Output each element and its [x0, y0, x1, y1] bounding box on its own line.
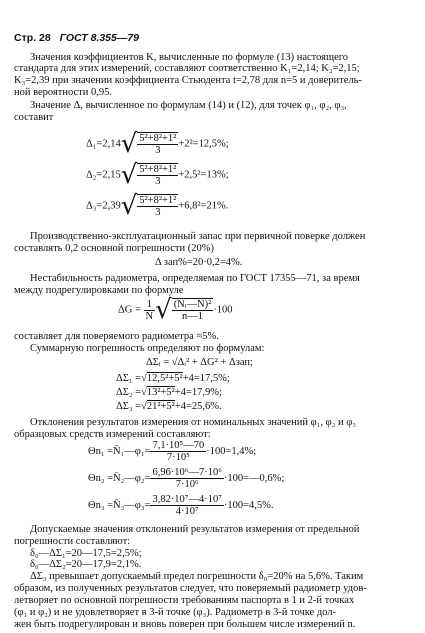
- formula-total-1: ΔΣ₁ =√12,5²+5²+4=17,5%;: [116, 373, 230, 384]
- para1-line4: ной вероятности 0,95.: [14, 87, 113, 98]
- para8-line3: летворяет по основной погрешности требованиям паспорта в 1 и 2-й точках: [14, 595, 355, 606]
- para8-line5: жен быть подрегулирован и вновь поверен при большем числе измерений n.: [14, 619, 356, 630]
- para1-line3: K₃=2,39 при значении коэффициента Стьюдента t=2,78 для n=5 и доверитель-: [14, 75, 362, 86]
- standard-code: ГОСТ 8.355—79: [59, 32, 140, 44]
- para6-line2: образцовых средств измерений составляют:: [14, 429, 211, 440]
- formula-deviation-2: Θn₂ =N̄₂—φ₂= $\frac{\text{6,96·10⁶—7·10⁶}}{\text{7·10⁶}}$ ·100=—0,6%;: [88, 467, 285, 490]
- para1-line2: стандарта для этих измерений, составляют соответственно K₁=2,14; K₂=2,15;: [14, 63, 360, 74]
- para3-line1: Производственно-эксплуатационный запас при первичной поверке должен: [30, 231, 366, 242]
- formula-deviation-1: Θn₁ =N̄₁—φ₁= $\frac{\text{7,1·10⁵—70}}{\text{7·10⁵}}$ ·100=1,4%;: [88, 440, 257, 463]
- para8-line4: (φ₁ и φ₂) и не удовлетворяет в 3-й точке (φ₃). Радиометр в 3-й точке дол-: [14, 607, 337, 618]
- formula-delta-3: Δ₃=2,39√ $\frac{\text{5²+8²+1²}}{3}$ +6,8²=21%.: [86, 191, 229, 221]
- para5-line2: Суммарную погрешность определяют по формулам:: [30, 343, 265, 354]
- para8-line2: образом, из полученных результатов следует, что поверяемый радиометр удов-: [14, 583, 367, 594]
- formula-delta-1: Δ₁=2,14√ $\frac{\text{5²+8²+1²}}{3}$ +2²=12,5%;: [86, 129, 229, 159]
- formula-total-2: ΔΣ₂ =√13²+5²+4=17,9%;: [116, 387, 222, 398]
- margin-1: δ₀—ΔΣ₁=20—17,5=2,5%;: [30, 548, 142, 559]
- para1-line1: Значения коэффициентов K, вычисленные по формуле (13) настоящего: [30, 52, 349, 63]
- para7-line2: погрешности составляют:: [14, 536, 131, 547]
- para5-line1: составляет для поверяемого радиометра ≈5%.: [14, 331, 219, 342]
- para2-line2: составит: [14, 112, 54, 123]
- page-header: [14, 32, 139, 44]
- para6-line1: Отклонения результатов измерения от номинальных значений φ₁, φ₂ и φ₃: [30, 417, 356, 428]
- para3-line2: составлять 0,2 основной погрешности (20%): [14, 243, 214, 254]
- para4-line2: между подрегулировками по формуле: [14, 285, 184, 296]
- formula-total-3: ΔΣ₃ =√21²+5²+4=25,6%.: [116, 401, 222, 412]
- formula-delta-2: Δ₂=2,15√ $\frac{\text{5²+8²+1²}}{3}$ +2,5²=13%;: [86, 160, 229, 190]
- para2-line1: Значение Δ, вычисленное по формулам (14) и (12), для точек φ₁, φ₂, φ₃,: [30, 100, 347, 111]
- formula-deviation-3: Θn₃ =N̄₃—φ₃= $\frac{\text{3,82·10⁷—4·10⁷}}{\text{4·10⁷}}$ ·100=4,5%.: [88, 494, 274, 517]
- para7-line1: Допускаемые значения отклонений результатов измерения от предельной: [30, 524, 360, 535]
- margin-2: δ₀—ΔΣ₂=20—17,9=2,1%.: [30, 559, 142, 570]
- para8-line1: ΔΣ₃ превышает допускаемый предел погрешности δ₀=20% на 5,6%. Таким: [30, 571, 364, 582]
- para4-line1: Нестабильность радиометра, определяемая по ГОСТ 17355—71, за время: [30, 273, 360, 284]
- page-number: Стр. 28: [14, 32, 51, 44]
- formula-reserve: Δ зап%=20·0,2=4%.: [155, 257, 243, 268]
- formula-total-general: ΔΣᵢ = √Δᵢ² + ΔG² + Δзап;: [146, 357, 253, 368]
- formula-instability: ΔG = $\frac{1}{N}$ √ $\frac{\text{(Nᵢ—N̄)²}}{n—1}$ ·100: [118, 295, 233, 325]
